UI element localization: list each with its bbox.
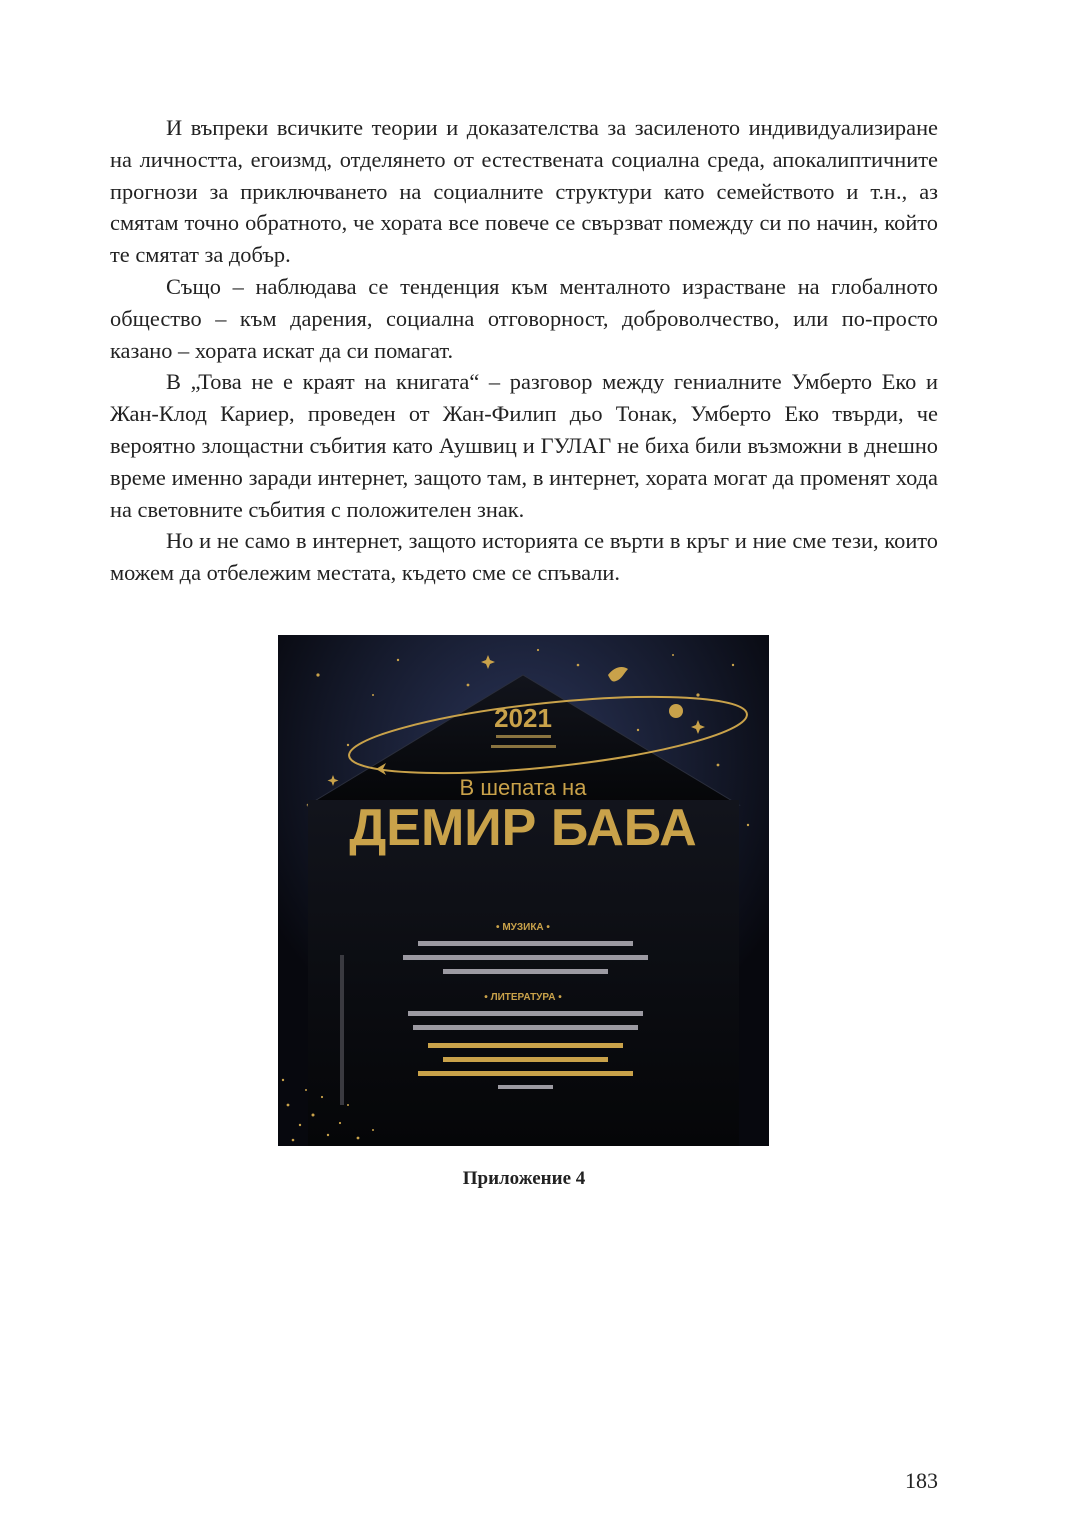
poster-image <box>278 635 769 1146</box>
poster-side-text <box>340 955 344 1105</box>
body-text <box>110 112 938 589</box>
poster-venue-line <box>491 745 556 748</box>
poster-section-music: • МУЗИКА • <box>496 922 550 933</box>
page-number: 183 <box>905 1468 938 1493</box>
paragraph: И въпреки всичките теории и доказателства за засиленото индивидуализиране на личността, егоизмд, отделянето от естествената социална среда, апокалиптичните прогнози за приключването на социалните структури като семейството и т.н., аз смятам точно обратното, че хората все повече се свързват помежду си по начин, който те смятат за добър. <box>110 115 938 268</box>
poster-section-literature: • ЛИТЕРАТУРА • <box>484 992 562 1003</box>
paragraph: Но и не само в интернет, защото историята се върти в кръг и ние сме тези, които можем да отбележим местата, където сме се спъвали. <box>110 528 938 586</box>
figure-caption: Приложение 4 <box>462 1168 586 1189</box>
paragraph: Също – наблюдава се тенденция към менталното израстване на глобалното общество – към дарения, социална отговорност, доброволчество, или по-просто казано – хората искат да си помагат. <box>110 273 938 363</box>
poster-subtitle: В шепата на <box>459 775 587 800</box>
paragraph: В „Това не е краят на книгата“ – разговор между гениалните Умберто Еко и Жан-Клод Кариер, проведен от Жан-Филип дьо Тонак, Умберто Еко твърди, че вероятно злощастни събития като Аушвиц и ГУЛАГ не биха били възможни в днешно време именно заради интернет, защото там, в интернет, хората могат да променят хода на световните събития с положителен знак. <box>110 369 938 522</box>
poster-date-line <box>496 735 551 738</box>
planet-icon <box>669 704 683 718</box>
poster-title: ДЕМИР БАБА <box>349 799 697 857</box>
poster-year: 2021 <box>494 703 552 733</box>
